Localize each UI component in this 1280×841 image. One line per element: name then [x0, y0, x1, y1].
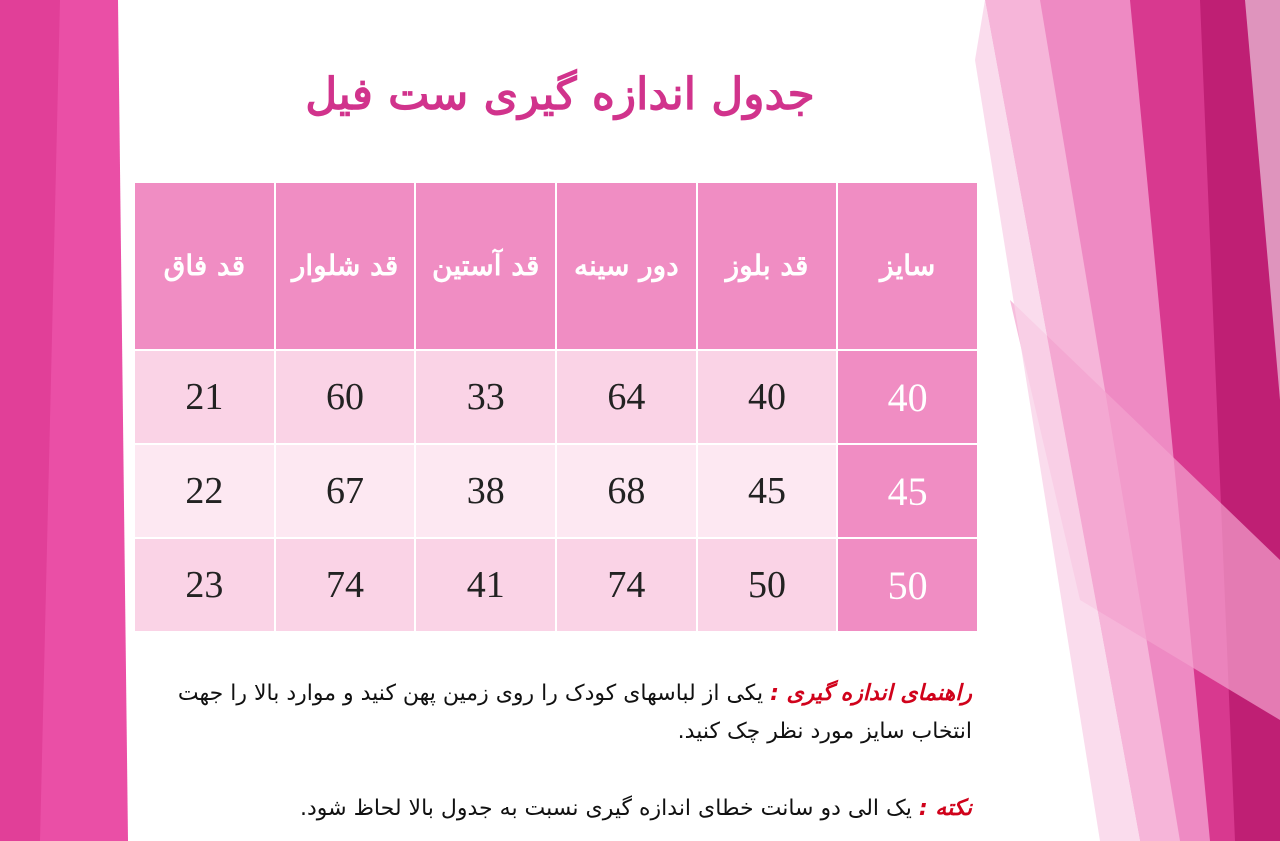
size-cell: 45	[838, 445, 977, 537]
note-label: نکته :	[918, 796, 972, 821]
header-pants-length: قد شلوار	[276, 183, 415, 349]
table-header-row	[135, 183, 977, 349]
size-cell: 40	[838, 351, 977, 443]
table-cell: 22	[135, 445, 274, 537]
table-cell: 21	[135, 351, 274, 443]
table-cell: 38	[416, 445, 555, 537]
table-cell: 45	[698, 445, 837, 537]
table-cell: 50	[698, 539, 837, 631]
table-cell: 64	[557, 351, 696, 443]
note	[112, 790, 972, 828]
header-chest: دور سینه	[557, 183, 696, 349]
table-cell: 41	[416, 539, 555, 631]
table-cell: 33	[416, 351, 555, 443]
table-cell: 23	[135, 539, 274, 631]
table-cell: 74	[557, 539, 696, 631]
measuring-guide-label: راهنمای اندازه گیری :	[770, 681, 972, 706]
measuring-guide	[112, 675, 972, 751]
table-cell: 68	[557, 445, 696, 537]
table-cell: 67	[276, 445, 415, 537]
header-sleeve-length: قد آستین	[416, 183, 555, 349]
table-row	[135, 351, 977, 443]
header-size: سایز	[838, 183, 977, 349]
header-rise: قد فاق	[135, 183, 274, 349]
header-blouse-length: قد بلوز	[698, 183, 837, 349]
note-text: یک الی دو سانت خطای اندازه گیری نسبت به جدول بالا لحاظ شود.	[300, 796, 919, 821]
table-cell: 60	[276, 351, 415, 443]
table-row	[135, 445, 977, 537]
page-title: جدول اندازه گیری ست فیل	[305, 69, 815, 120]
size-table	[133, 181, 979, 633]
measuring-guide-text: یکی از لباسهای کودک را روی زمین پهن کنید و موارد بالا را جهت انتخاب سایز مورد نظر چک کنید.	[177, 681, 972, 744]
table-row	[135, 539, 977, 631]
table-cell: 74	[276, 539, 415, 631]
size-cell: 50	[838, 539, 977, 631]
table-cell: 40	[698, 351, 837, 443]
